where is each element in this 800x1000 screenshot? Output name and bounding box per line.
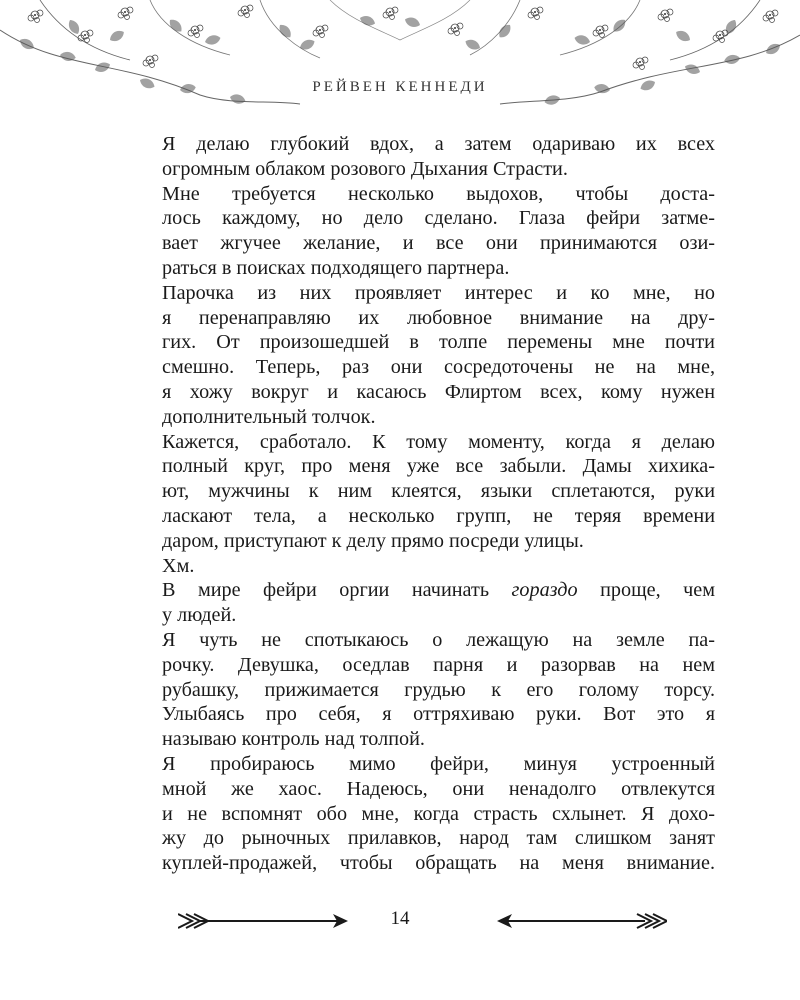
text-line: ласкают тела, а несколько групп, не теряя времени — [162, 504, 715, 527]
text-line — [130, 578, 715, 603]
text-line: и не вспомнят обо мне, когда страсть схлынет. Я дохо- — [162, 802, 715, 825]
text-line: куплей-продажей, чтобы обращать на меня внимание. — [162, 852, 715, 875]
text-run: В мире фейри оргии начинать — [162, 579, 512, 602]
text-line: называю контроль над толпой. — [162, 728, 425, 751]
text-line: Парочка из них проявляет интерес и ко мне, но — [162, 281, 715, 304]
text-line: я хожу вокруг и касаюсь Флиртом всех, кому нужен — [162, 380, 715, 403]
emphasis: гораздо — [511, 579, 578, 602]
text-line: ют, мужчины к ним клеятся, языки сплетаются, руки — [162, 480, 715, 503]
text-line: дополнительный толчок. — [162, 405, 376, 428]
text-line: вает жгучее желание, и все они принимаются ози- — [162, 232, 715, 255]
text-line: у людей. — [162, 604, 237, 627]
page-footer — [0, 900, 800, 940]
text-line: жу до рыночных прилавков, народ там слишком занят — [162, 827, 715, 850]
text-line: лось каждому, но дело сделано. Глаза фейри затме- — [162, 207, 715, 230]
text-line: Мне требуется несколько выдохов, чтобы доста- — [162, 182, 715, 205]
text-line: я перенаправляю их любовное внимание на дру- — [162, 306, 715, 329]
text-line: мной же хаос. Надеюсь, они ненадолго отвлекутся — [162, 777, 715, 800]
text-line: Я чуть не спотыкаюсь о лежащую на земле па- — [162, 628, 715, 651]
text-line: Улыбаясь про себя, я оттряхиваю руки. Вот это я — [162, 703, 715, 726]
text-line: полный круг, про меня уже все забыли. Дамы хихика- — [162, 455, 715, 478]
text-run: проще, чем — [577, 579, 715, 602]
paragraph — [130, 554, 715, 579]
page-number: 14 — [390, 908, 410, 929]
page-body — [130, 132, 715, 876]
paragraph — [130, 752, 715, 876]
text-line: огромным облаком розового Дыхания Страсти. — [162, 157, 568, 180]
text-line: даром, приступают к делу прямо посреди улицы. — [162, 529, 584, 552]
text-line: гих. От произошедшей в толпе перемены мне почти — [162, 331, 715, 354]
running-head-author: РЕЙВЕН КЕННЕДИ — [312, 79, 488, 95]
text-line: Кажется, сработало. К тому моменту, когда я делаю — [162, 430, 715, 453]
right-arrow-ornament-icon — [492, 908, 667, 934]
text-line: Хм. — [162, 554, 195, 577]
paragraph — [130, 628, 715, 752]
text-line: Я пробираюсь мимо фейри, минуя устроенный — [162, 752, 715, 775]
text-line: Я делаю глубокий вдох, а затем одариваю их всех — [162, 133, 715, 155]
text-line: раться в поисках подходящего партнера. — [162, 256, 510, 279]
paragraph — [130, 182, 715, 281]
text-line: смешно. Теперь, раз они сосредоточены не на мне, — [162, 356, 715, 379]
paragraph — [130, 578, 715, 628]
paragraph — [130, 430, 715, 554]
paragraph — [130, 132, 715, 182]
text-line: рочку. Девушка, оседлав парня и разорвав на нем — [162, 653, 715, 676]
text-line: рубашку, прижимается грудью к его голому торсу. — [162, 678, 715, 701]
paragraph — [130, 281, 715, 430]
